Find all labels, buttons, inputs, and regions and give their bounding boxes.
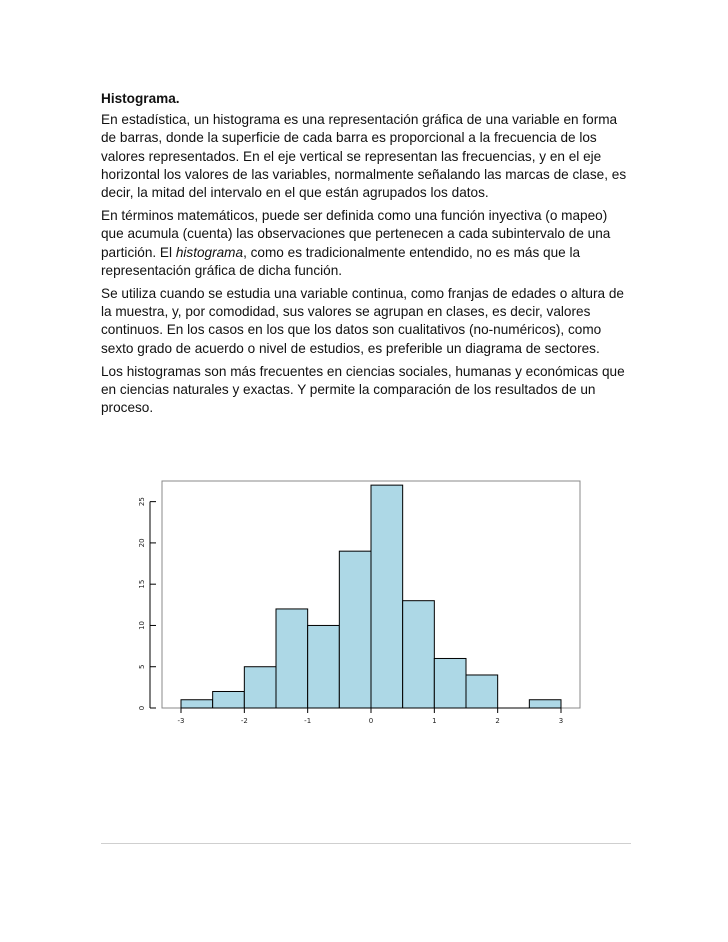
x-tick-label: 2 bbox=[495, 717, 500, 725]
histogram-bar bbox=[213, 691, 245, 708]
histogram-figure bbox=[130, 478, 590, 738]
y-tick-label: 10 bbox=[138, 620, 146, 630]
histogram-bar bbox=[371, 485, 403, 708]
y-tick-label: 20 bbox=[138, 538, 146, 548]
footer-rule bbox=[101, 843, 631, 844]
document-body bbox=[101, 90, 631, 422]
paragraph-definition: En estadística, un histograma es una representación gráfica de una variable en forma de barras, donde la superficie de cada barra es proporcional a la frecuencia de los valores representados. En el eje vertical se representan las frecuencias, y en el eje horizontal los valores de las variables, normalmente señalando las marcas de clase, es decir, la mitad del intervalo en el que están agrupados los datos. bbox=[101, 112, 627, 201]
document-title: Histograma. bbox=[101, 91, 180, 106]
histogram-bar bbox=[339, 551, 371, 708]
histogram-bar bbox=[244, 667, 276, 708]
y-tick-label: 0 bbox=[138, 705, 146, 711]
histogram-bar bbox=[308, 625, 340, 708]
histogram-bar bbox=[434, 658, 466, 708]
x-tick-label: -3 bbox=[177, 717, 185, 725]
histogram-bar bbox=[276, 609, 308, 708]
x-tick-label: 0 bbox=[368, 717, 374, 725]
paragraph-mathematical bbox=[101, 207, 631, 280]
y-tick-label: 15 bbox=[138, 579, 146, 589]
paragraph-applications: Los histogramas son más frecuentes en ciencias sociales, humanas y económicas que en ciencias naturales y exactas. Y permite la comparación de los resultados de un proceso. bbox=[101, 363, 625, 416]
x-tick-label: -1 bbox=[304, 717, 312, 725]
histogram-bar bbox=[466, 675, 498, 708]
paragraph-mathematical-end: , como es tradicionalmente entendido, no es más que la representación gráfica de dicha función. bbox=[101, 244, 581, 278]
y-tick-label: 5 bbox=[138, 664, 146, 669]
paragraph-mathematical-start: En términos matemáticos, puede ser definida como una función inyectiva (o mapeo) que acumula (cuenta) las observaciones que pertenecen a cada subintervalo de una partición. El bbox=[101, 208, 611, 260]
x-tick-label: 3 bbox=[558, 717, 564, 725]
histogram-bar bbox=[529, 700, 561, 708]
x-tick-label: 1 bbox=[432, 717, 437, 725]
x-tick-label: -2 bbox=[240, 717, 248, 725]
y-tick-label: 25 bbox=[138, 497, 146, 507]
histogram-chart bbox=[130, 478, 590, 738]
histogram-bar bbox=[403, 601, 435, 708]
paragraph-usage: Se utiliza cuando se estudia una variable continua, como franjas de edades o altura de la muestra, y, por comodidad, sus valores se agrupan en clases, es decir, valores continuos. En los casos en los que los datos son cualitativos (no-numéricos), como sexto grado de acuerdo o nivel de estudios, es preferible un diagrama de sectores. bbox=[101, 286, 624, 356]
histogram-bar bbox=[181, 700, 213, 708]
paragraph-mathematical-emphasis: histograma bbox=[175, 244, 244, 260]
